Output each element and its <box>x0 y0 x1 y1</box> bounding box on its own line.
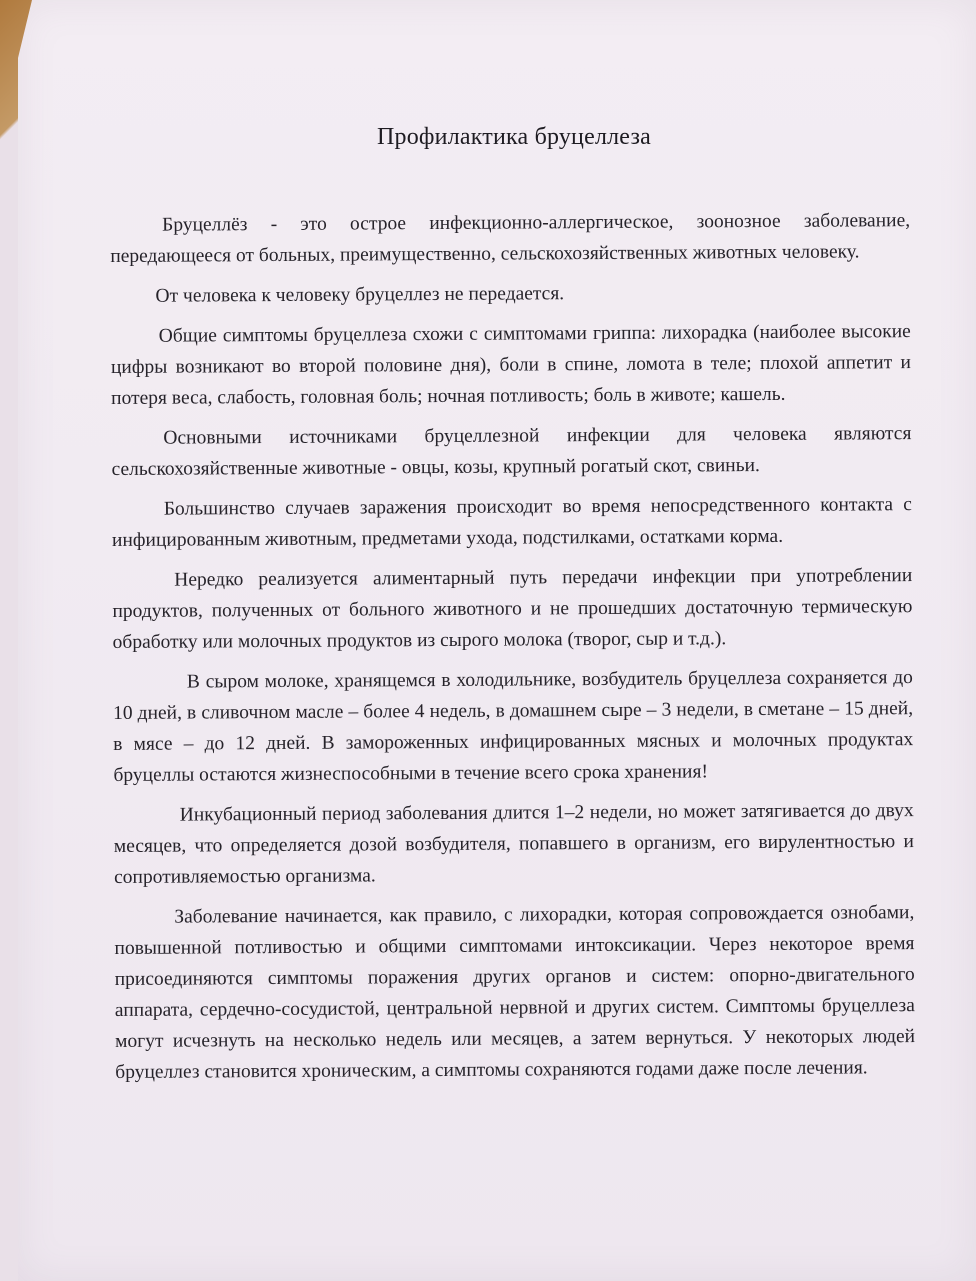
paragraph-alimentary: Нередко реализуется алиментарный путь передачи инфекции при употреблении продуктов, полученных от больного животного и не прошедших достаточную термическую обработку или молочных продуктов из сырого молока (творог, сыр и т.д.). <box>112 565 913 653</box>
paragraph-symptoms: Общие симптомы бруцеллеза схожи с симптомами гриппа: лихорадка (наиболее высокие цифры возникают во второй половине дня), боли в спине, ломота в теле; плохой аппетит и потеря веса, слабость, головная боль; ночная потливость; боль в животе; кашель. <box>110 321 912 409</box>
page-title: Профилактика бруцеллеза <box>376 124 651 150</box>
paragraph-course: Заболевание начинается, как правило, с лихорадки, которая сопровождается ознобами, повышенной потливостью и общими симптомами интоксикации. Через некоторое время присоединяются симптомы поражения других органов и систем: опорно-двигательного аппарата, сердечно-сосудистой, центральной нервной и других систем. Симптомы бруцеллеза могут исчезнуть на несколько недель или месяцев, а затем вернуться. У некоторых людей бруцеллез становится хроническим, а симптомы сохраняются годами даже после лечения. <box>114 902 916 1083</box>
paragraph-definition: Бруцеллёз - это острое инфекционно-аллергическое, зоонозное заболевание, передающееся от больных, преимущественно, сельскохозяйственных животных человеку. <box>110 210 911 267</box>
show-through-text <box>268 30 718 200</box>
document-body <box>110 205 915 1097</box>
paragraph-incubation: Инкубационный период заболевания длится 1–2 недели, но может затягивается до двух месяцев, что определяется дозой возбудителя, попавшего в организм, его вирулентностью и сопротивляемостью организма. <box>113 800 914 888</box>
paragraph-survival: В сыром молоке, хранящемся в холодильнике, возбудитель бруцеллеза сохраняется до 10 дней, в сливочном масле – более 4 недель, в домашнем сыре – 3 недели, в сметане – 15 дней, в мясе – до 12 дней. В замороженных инфицированных мясных и молочных продуктах бруцеллы остаются жизнеспособными в течение всего срока хранения! <box>113 667 914 786</box>
paragraph-transmission: От человека к человеку бруцеллез не передается. <box>155 283 565 307</box>
paragraph-sources: Основными источниками бруцеллезной инфекции для человека являются сельскохозяйственные животные - овцы, козы, крупный рогатый скот, свиньи. <box>111 423 912 480</box>
paragraph-contact: Большинство случаев заражения происходит во время непосредственного контакта с инфицированным животным, предметами ухода, подстилками, остатками корма. <box>111 494 912 551</box>
